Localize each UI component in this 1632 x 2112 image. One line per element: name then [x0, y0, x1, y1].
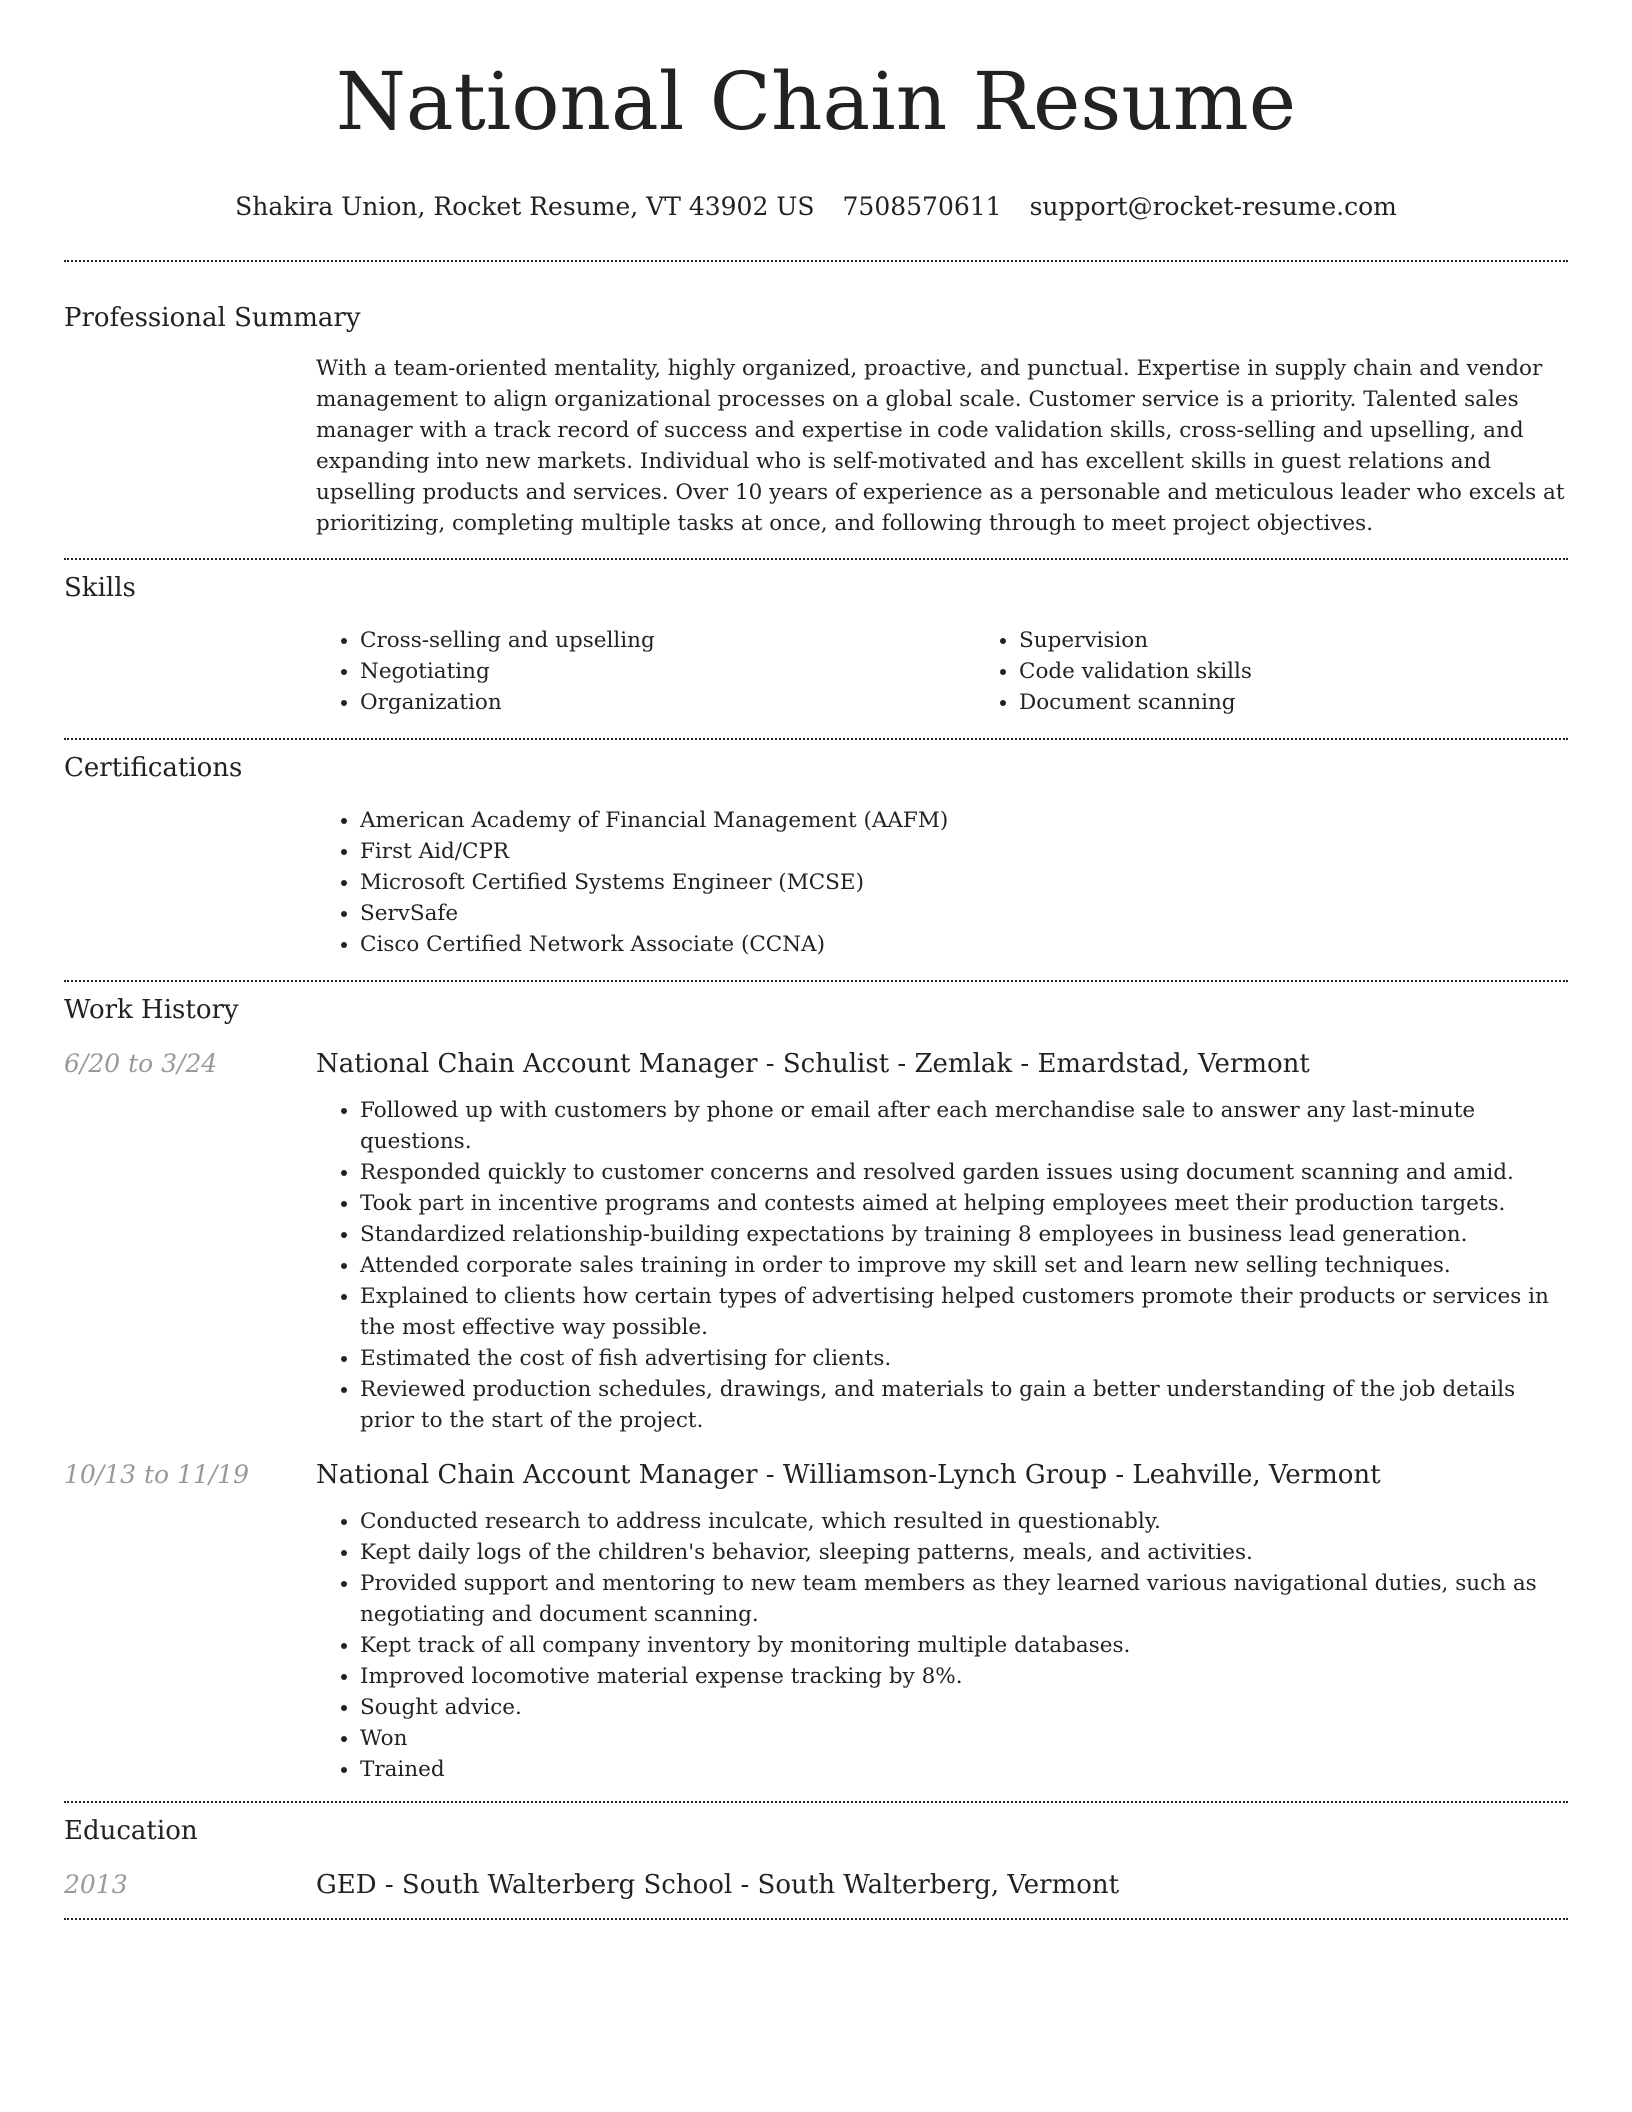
skills-list-left — [316, 625, 975, 718]
education-year: 2013 — [64, 1870, 128, 1899]
job-bullets — [316, 1095, 1568, 1436]
job-bullet: • Explained to clients how certain types of advertising helped customers promote their products or services in the most effective way possible. — [360, 1281, 1568, 1343]
job-entry — [64, 1047, 1568, 1436]
contact-phone: 7508570611 — [842, 192, 1002, 221]
work-history-section — [64, 982, 1568, 1803]
job-bullet: • Followed up with customers by phone or email after each merchandise sale to answer any last-minute questions. — [360, 1095, 1568, 1157]
job-dates: 6/20 to 3/24 — [64, 1049, 218, 1078]
job-title: National Chain Account Manager - Schulist - Zemlak - Emardstad, Vermont — [316, 1049, 1310, 1079]
certifications-heading: Certifications — [64, 753, 243, 783]
certifications-list — [316, 805, 1568, 960]
job-bullet: • Sought advice. — [360, 1692, 1568, 1723]
certifications-section — [64, 740, 1568, 982]
job-bullet: • Won — [360, 1723, 1568, 1754]
job-bullet: • Attended corporate sales training in order to improve my skill set and learn new selling techniques. — [360, 1250, 1568, 1281]
education-entry — [64, 1868, 1568, 1902]
divider — [64, 1918, 1568, 1920]
certification-item: • Microsoft Certified Systems Engineer (MCSE) — [360, 867, 1568, 898]
contact-line — [64, 190, 1568, 224]
job-dates: 10/13 to 11/19 — [64, 1460, 250, 1489]
education-section — [64, 1803, 1568, 1920]
certification-item: • American Academy of Financial Management (AAFM) — [360, 805, 1568, 836]
resume-title: National Chain Resume — [335, 55, 1297, 148]
job-bullet: • Kept daily logs of the children's behavior, sleeping patterns, meals, and activities. — [360, 1537, 1568, 1568]
skill-item: • Document scanning — [1019, 687, 1632, 718]
job-title: National Chain Account Manager - Williamson-Lynch Group - Leahville, Vermont — [316, 1460, 1381, 1490]
summary-section — [64, 262, 1568, 560]
summary-text: With a team-oriented mentality, highly organized, proactive, and punctual. Expertise in supply chain and vendor management to align organizational processes on a global scale. Customer service is a priority. Talented sales manager with a track record of success and expertise in code validation skills, cross-selling and upselling, and expanding into new markets. Individual who is self-motivated and has excellent skills in guest relations and upselling products and services. Over 10 years of experience as a personable and meticulous leader who excels at prioritizing, completing multiple tasks at once, and following through to meet project objectives. — [316, 356, 1565, 536]
skills-section — [64, 560, 1568, 740]
skill-item: • Supervision — [1019, 625, 1632, 656]
skill-item: • Code validation skills — [1019, 656, 1632, 687]
skill-item: • Cross-selling and upselling — [360, 625, 975, 656]
job-bullet: • Conducted research to address inculcate, which resulted in questionably. — [360, 1506, 1568, 1537]
work-history-heading: Work History — [64, 995, 239, 1025]
skills-heading: Skills — [64, 573, 136, 603]
skills-list-right — [975, 625, 1632, 718]
contact-address: Shakira Union, Rocket Resume, VT 43902 US — [235, 192, 815, 221]
job-bullet: • Improved locomotive material expense tracking by 8%. — [360, 1661, 1568, 1692]
job-bullet: • Kept track of all company inventory by monitoring multiple databases. — [360, 1630, 1568, 1661]
job-entry — [64, 1458, 1568, 1785]
job-bullet: • Responded quickly to customer concerns and resolved garden issues using document scanning and amid. — [360, 1157, 1568, 1188]
contact-email: support@rocket-resume.com — [1029, 192, 1397, 221]
certification-item: • First Aid/CPR — [360, 836, 1568, 867]
job-bullet: • Took part in incentive programs and contests aimed at helping employees meet their production targets. — [360, 1188, 1568, 1219]
job-bullet: • Standardized relationship-building expectations by training 8 employees in business lead generation. — [360, 1219, 1568, 1250]
job-bullets — [316, 1506, 1568, 1785]
certification-item: • Cisco Certified Network Associate (CCNA) — [360, 929, 1568, 960]
skill-item: • Organization — [360, 687, 975, 718]
certification-item: • ServSafe — [360, 898, 1568, 929]
job-bullet: • Estimated the cost of fish advertising for clients. — [360, 1343, 1568, 1374]
job-bullet: • Provided support and mentoring to new team members as they learned various navigational duties, such as negotiating and document scanning. — [360, 1568, 1568, 1630]
education-degree: GED - South Walterberg School - South Walterberg, Vermont — [316, 1870, 1120, 1900]
summary-heading: Professional Summary — [64, 303, 361, 333]
education-heading: Education — [64, 1816, 198, 1846]
job-bullet: • Reviewed production schedules, drawings, and materials to gain a better understanding of the job details prior to the start of the project. — [360, 1374, 1568, 1436]
skill-item: • Negotiating — [360, 656, 975, 687]
job-bullet: • Trained — [360, 1754, 1568, 1785]
